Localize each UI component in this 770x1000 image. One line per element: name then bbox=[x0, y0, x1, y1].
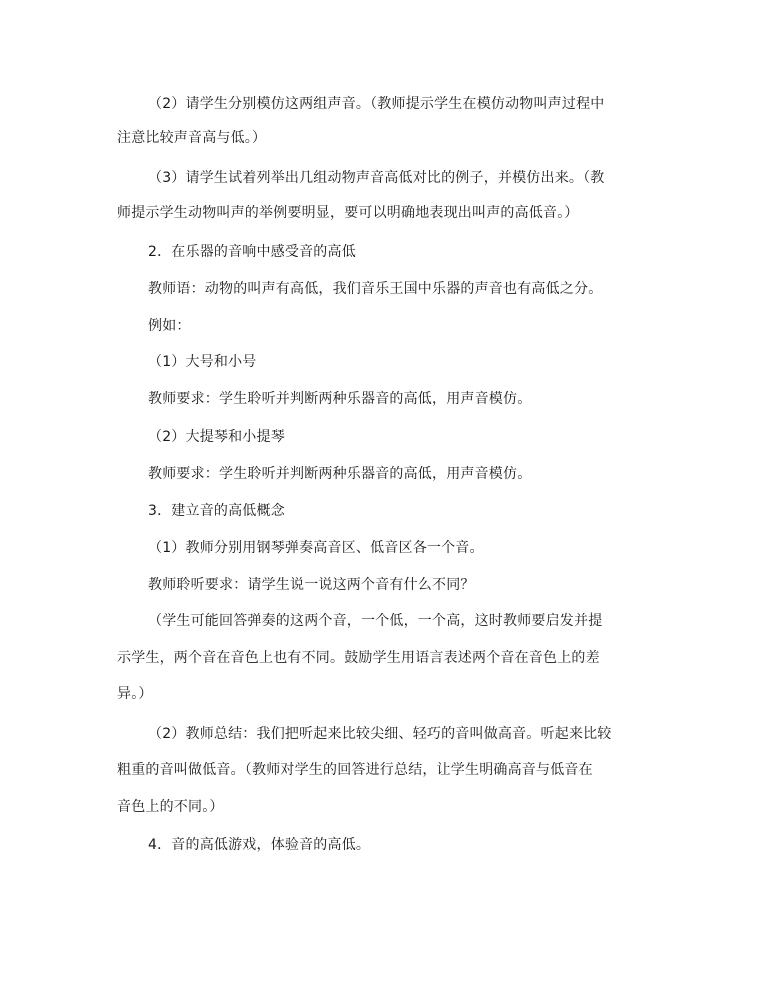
section-heading: 2．在乐器的音响中感受音的高低 bbox=[148, 244, 356, 260]
paragraph-line: （学生可能回答弹奏的这两个音，一个低，一个高，这时教师要启发并提 bbox=[148, 613, 603, 629]
paragraph-line: 教师要求：学生聆听并判断两种乐器音的高低，用声音模仿。 bbox=[148, 391, 532, 407]
paragraph-line: 师提示学生动物叫声的举例要明显，要可以明确地表现出叫声的高低音。） bbox=[117, 205, 579, 221]
paragraph-line: 教师语：动物的叫声有高低，我们音乐王国中乐器的声音也有高低之分。 bbox=[148, 281, 603, 297]
paragraph-line: 异。） bbox=[117, 686, 153, 702]
paragraph-line: 示学生，两个音在音色上也有不同。鼓励学生用语言表述两个音在音色上的差 bbox=[117, 650, 600, 666]
paragraph-line: （3）请学生试着列举出几组动物声音高低对比的例子，并模仿出来。（教 bbox=[148, 170, 605, 186]
paragraph-line: 教师聆听要求：请学生说一说这两个音有什么不同？ bbox=[148, 577, 475, 593]
paragraph-line: 粗重的音叫做低音。（教师对学生的回答进行总结，让学生明确高音与低音在 bbox=[117, 762, 593, 778]
paragraph-line: 注意比较声音高与低。） bbox=[117, 130, 267, 146]
paragraph-line: 例如： bbox=[148, 318, 191, 334]
paragraph-line: （2）教师总结：我们把听起来比较尖细、轻巧的音叫做高音。听起来比较 bbox=[148, 726, 612, 742]
paragraph-line: 教师要求：学生聆听并判断两种乐器音的高低，用声音模仿。 bbox=[148, 466, 532, 482]
section-heading: 4．音的高低游戏，体验音的高低。 bbox=[148, 837, 371, 853]
list-item: （1）教师分别用钢琴弹奏高音区、低音区各一个音。 bbox=[148, 540, 484, 556]
paragraph-line: （2）请学生分别模仿这两组声音。（教师提示学生在模仿动物叫声过程中 bbox=[148, 96, 605, 112]
paragraph-line: 音色上的不同。） bbox=[117, 799, 224, 815]
list-item: （1）大号和小号 bbox=[148, 354, 257, 370]
list-item: （2）大提琴和小提琴 bbox=[148, 429, 285, 445]
section-heading: 3．建立音的高低概念 bbox=[148, 503, 285, 519]
